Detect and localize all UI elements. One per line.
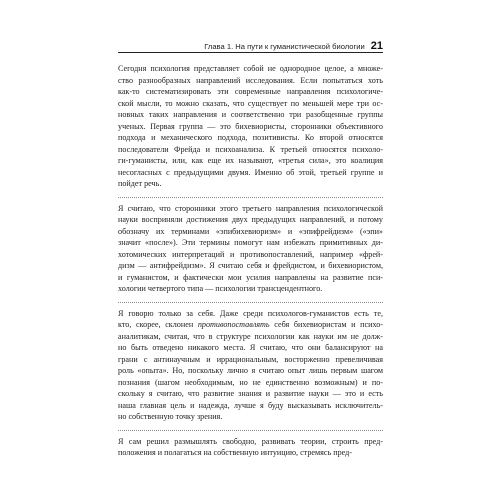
text-line: ги-гуманисты, или, как еще их называют, «третья сила», это коалиция <box>118 156 383 165</box>
text-line: положения и полагаться на собственную интуицию, стремясь пред- <box>118 448 352 457</box>
text-line: но быть отведено никакого места. Я считаю, что они балансируют на <box>118 343 383 352</box>
text-line: Я сам решил размышлять свободно, развивать теории, строить пред- <box>118 436 383 446</box>
text-line: последователи Фрейда и психоанализа. К третьей относятся психоло- <box>118 144 383 154</box>
paragraph-3 <box>118 308 383 423</box>
text-line: кто, скорее, склонен противопоставлять себя бихевиористам и психо- <box>118 320 383 329</box>
page-body <box>118 63 383 459</box>
text-line: скольку я считаю, что развитие знания и развитие науки — это и есть <box>118 389 383 398</box>
running-header <box>118 38 383 53</box>
text-line: но собственную точку зрения. <box>118 412 223 421</box>
page-number: 21 <box>370 40 383 52</box>
paragraph-1 <box>118 63 383 190</box>
text-line: Сегодня психология представляет собой не однородное целое, а множе- <box>118 64 383 73</box>
text-line: Я говорю только за себя. Даже среди психологов-гуманистов есть те, <box>118 308 383 318</box>
text-line: хологии четвертого типа — психологии трансцендентного. <box>118 284 323 293</box>
chapter-title: Глава 1. На пути к гуманистической биологии <box>204 42 365 51</box>
paragraph-2 <box>118 203 383 295</box>
text-line: и гуманистом, и фактически мои усилия направлены на развитие пси- <box>118 272 383 282</box>
paragraph-divider <box>118 197 383 198</box>
text-line: ство разнообразных направлений исследования. Если попытаться хоть <box>118 75 383 85</box>
text-line: ученых. Первая группа — это бихевиористы, сторонники объективного <box>118 121 383 131</box>
text-line: познания (шагом необходимым, но не единственно возможным) и по- <box>118 377 383 387</box>
text-line: Я считаю, что сторонники этого третьего направления психологической <box>118 203 383 213</box>
text-line: несогласных с предыдущими двумя. Именно об этой, третьей группе и <box>118 167 383 177</box>
text-line: грани с антинаучным и иррациональным, восторженно превеличивая <box>118 354 383 364</box>
text-line: ской мысли, то можно сказать, что существует по меньшей мере три ос- <box>118 98 383 108</box>
paragraph-divider <box>118 302 383 303</box>
text-line: наша главная цель и надежда, лучше я буду высказывать исключитель- <box>118 400 383 410</box>
text-line: новных таких направления и соответственно три разобщенные группы <box>118 110 383 119</box>
text-line: аналитикам, считая, что в структуре психологии как науки им не долж- <box>118 331 383 341</box>
paragraph-divider <box>118 430 383 431</box>
text-line: науки восприняли достижения двух предыдущих направлений, и потому <box>118 215 383 224</box>
text-line: дизм — антифрейдизм». Я считаю себя и фрейдистом, и бихевиористом, <box>118 261 383 270</box>
text-line: хотомических интерпретаций и противопоставлений, например «фрей- <box>118 249 383 259</box>
text-line: как-то систематизировать эти современные направления психологиче- <box>118 87 383 96</box>
text-line: значит «после»). Эти термины помогут нам избежать примитивных ди- <box>118 238 383 247</box>
paragraph-4 <box>118 436 383 459</box>
text-line: обозначу их терминами «эпибихевиоризм» и «эпифрейдизм» («эпи» <box>118 226 383 236</box>
text-line: подхода и механического подхода, позитивисты. Ко второй относятся <box>118 133 383 142</box>
text-line: пойдет речь. <box>118 179 162 188</box>
text-line: роль «опыта». Но, поскольку лично я считаю опыт лишь первым шагом <box>118 366 383 375</box>
